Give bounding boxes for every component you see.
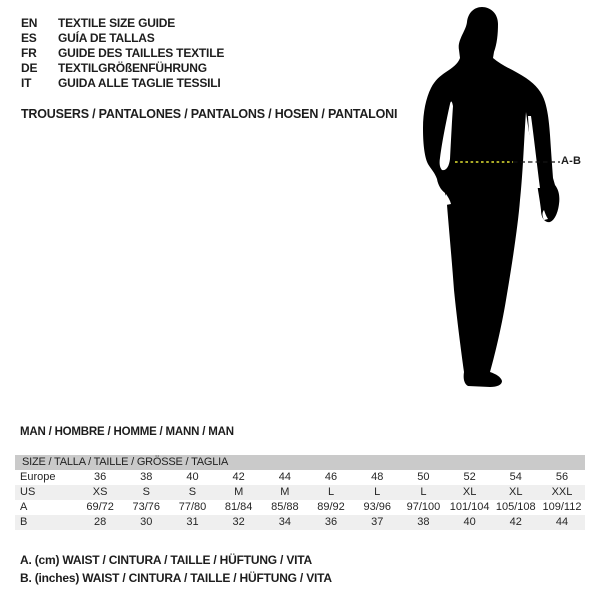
- size-cell: 69/72: [86, 501, 114, 513]
- size-cell: S: [188, 486, 197, 498]
- language-row: [21, 61, 224, 76]
- size-cell: 93/96: [363, 501, 391, 513]
- size-table-row: [15, 485, 585, 500]
- size-cell: 97/100: [406, 501, 441, 513]
- language-code: EN: [21, 16, 38, 30]
- language-row: [21, 46, 224, 61]
- size-cell: XS: [92, 486, 108, 498]
- size-table-body: [15, 470, 585, 530]
- size-cell: 89/92: [317, 501, 345, 513]
- language-row: [21, 16, 224, 31]
- size-cell: 30: [140, 516, 153, 528]
- size-cell: L: [420, 486, 427, 498]
- size-cell: 44: [555, 516, 569, 528]
- size-cell: 101/104: [449, 501, 490, 513]
- size-table-row: [15, 470, 585, 485]
- size-cell: 81/84: [224, 501, 253, 513]
- size-cell: 28: [93, 516, 107, 528]
- size-cell: 42: [509, 516, 522, 528]
- size-cell: 54: [509, 471, 522, 483]
- size-table: [15, 455, 585, 530]
- size-cell: 38: [140, 471, 153, 483]
- size-table-header: SIZE / TALLA / TAILLE / GRÖSSE / TAGLIA: [15, 455, 585, 470]
- language-label: GUÍA DE TALLAS: [58, 31, 155, 45]
- waist-measure-label: A-B: [561, 155, 582, 167]
- language-label: TEXTILE SIZE GUIDE: [58, 16, 176, 30]
- size-cell: 50: [417, 471, 430, 483]
- size-cell: 56: [555, 471, 569, 483]
- size-cell: L: [374, 486, 381, 498]
- size-cell: 31: [186, 516, 199, 528]
- language-label: GUIDA ALLE TAGLIE TESSILI: [58, 76, 221, 90]
- size-row-label: Europe: [20, 471, 56, 483]
- size-cell: 44: [278, 471, 291, 483]
- size-cell: 73/76: [132, 501, 161, 513]
- language-code: DE: [21, 61, 38, 75]
- size-row-label: US: [20, 486, 36, 498]
- size-cell: 37: [371, 516, 384, 528]
- size-table-row: [15, 515, 585, 530]
- language-row: [21, 76, 224, 91]
- size-cell: 32: [232, 516, 245, 528]
- size-cell: 52: [463, 471, 476, 483]
- size-cell: 109/112: [542, 501, 582, 513]
- size-cell: 36: [93, 471, 107, 483]
- size-row-label: B: [20, 516, 28, 528]
- language-label: GUIDE DES TAILLES TEXTILE: [58, 46, 225, 60]
- man-silhouette: [390, 0, 600, 400]
- language-code: ES: [21, 31, 37, 45]
- size-cell: 85/88: [271, 501, 299, 513]
- language-code: IT: [21, 76, 32, 90]
- language-list: [21, 16, 224, 91]
- note-waist-inches: B. (inches) WAIST / CINTURA / TAILLE / HÜFTUNG / VITA: [20, 570, 332, 585]
- size-table-row: [15, 500, 585, 515]
- language-row: [21, 31, 224, 46]
- language-label: TEXTILGRÖßENFÜHRUNG: [58, 61, 207, 75]
- measurement-notes: [20, 552, 332, 587]
- size-cell: XL: [462, 486, 477, 498]
- size-cell: 40: [186, 471, 199, 483]
- gender-heading: MAN / HOMBRE / HOMME / MANN / MAN: [20, 426, 234, 438]
- size-cell: 34: [278, 516, 291, 528]
- size-cell: M: [280, 486, 290, 498]
- size-cell: XXL: [551, 486, 573, 498]
- size-cell: 77/80: [178, 501, 207, 513]
- man-silhouette-figure: [390, 0, 600, 400]
- size-row-label: A: [20, 501, 28, 513]
- size-cell: 105/108: [495, 501, 536, 513]
- note-waist-cm: A. (cm) WAIST / CINTURA / TAILLE / HÜFTUNG / VITA: [20, 553, 312, 567]
- size-cell: 42: [232, 471, 245, 483]
- size-cell: 36: [324, 516, 338, 528]
- category-heading: TROUSERS / PANTALONES / PANTALONS / HOSEN / PANTALONI: [21, 107, 398, 121]
- size-cell: S: [142, 486, 150, 498]
- size-cell: XL: [509, 486, 523, 498]
- size-cell: M: [234, 486, 244, 498]
- size-cell: 48: [371, 471, 384, 483]
- size-cell: 46: [324, 471, 338, 483]
- size-cell: 40: [463, 516, 476, 528]
- size-cell: L: [327, 486, 335, 498]
- language-code: FR: [21, 46, 37, 60]
- size-cell: 38: [417, 516, 430, 528]
